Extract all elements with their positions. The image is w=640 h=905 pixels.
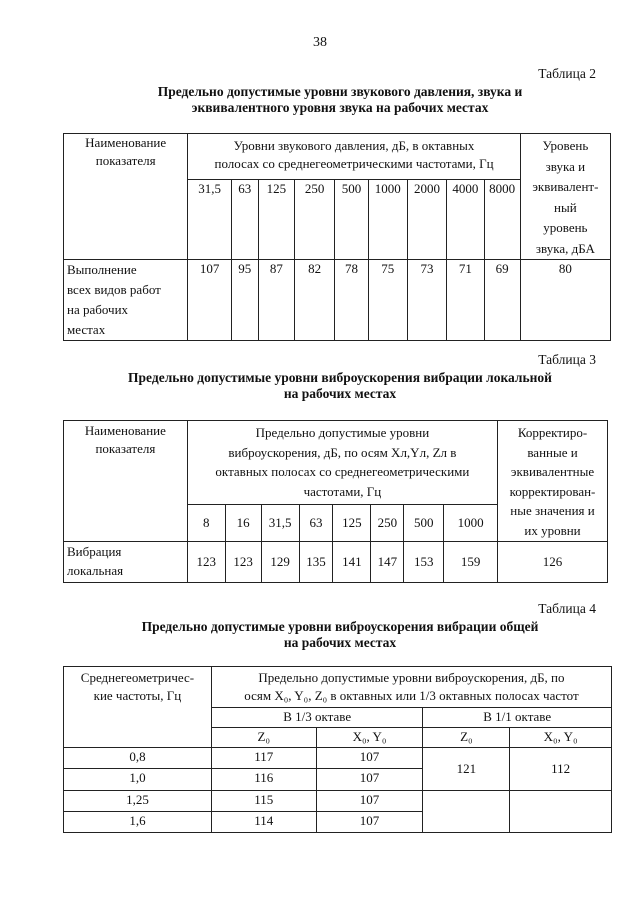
table2-row-label-line: Выполнение: [67, 262, 137, 277]
table3-title-line1: Предельно допустимые уровни виброускорения вибрации локальной: [128, 370, 552, 385]
table3-col1-header-line: показателя: [95, 441, 156, 456]
table3-col1-header-line: Наименование: [84, 423, 166, 438]
table3-level-header-line: эквивалентные: [510, 464, 595, 479]
table3-level-value: 126: [498, 542, 608, 583]
table3-title-line2: на рабочих местах: [283, 386, 397, 401]
table4-col1-header: [64, 667, 212, 748]
table-row: [64, 791, 612, 812]
table3-frequency: 250: [371, 505, 404, 542]
table4-title-line1: Предельно допустимые уровни виброускорения вибрации общей: [141, 619, 539, 634]
table3-level-header-line: ванные и: [527, 444, 578, 460]
table4-z-third-value: 115: [211, 791, 316, 812]
table3-value: 141: [333, 542, 371, 583]
table2-row-label: [64, 260, 188, 341]
table4-xy-full-value: [510, 791, 612, 833]
table4-frequency: 1,6: [64, 812, 212, 833]
table2-level-header-line: звука, дБА: [535, 240, 595, 256]
table3-value: 135: [299, 542, 333, 583]
table4-z-third-value: 116: [211, 769, 316, 791]
page-number: 38: [313, 35, 327, 50]
table3-value: 123: [187, 542, 225, 583]
table4-title-line2: на рабочих местах: [283, 635, 397, 650]
table2-value: 95: [231, 260, 258, 341]
table3-level-header-line: ные значения и: [510, 503, 595, 518]
table3-level-header: [498, 421, 608, 542]
table3-frequency: 125: [333, 505, 371, 542]
table2-frequency: 250: [294, 180, 334, 260]
table4-group-header-line: осям X₀, Y₀, Z₀ в октавных или 1/3 октавных полосах частот: [244, 688, 579, 703]
table2-frequency: 4000: [447, 180, 484, 260]
table2-level-header-line: ный: [554, 199, 577, 215]
table2-label: Таблица 2: [538, 66, 596, 81]
table4-group-header-line: Предельно допустимые уровни виброускорения, дБ, по: [258, 670, 565, 685]
table2-title: [60, 84, 620, 116]
table2-row-label-line: на рабочих: [67, 302, 129, 317]
table4-third-octave-header: В 1/3 октаве: [211, 708, 423, 728]
table2-col1-header: [64, 134, 188, 260]
table3-level-header-line: Корректиро-: [517, 425, 588, 440]
table2-col1-header-line: Наименование: [85, 135, 167, 150]
table3-row-label-line: Вибрация: [67, 544, 122, 559]
table2-title-line2: эквивалентного уровня звука на рабочих местах: [191, 100, 489, 115]
table3-value: 159: [444, 542, 498, 583]
table2-row-label-line: всех видов работ: [67, 282, 161, 297]
table3-frequency: 63: [299, 505, 333, 542]
table2-value: 107: [188, 260, 232, 341]
table2-group-header-line: Уровни звукового давления, дБ, в октавных: [233, 138, 475, 153]
table2-row-label-line: местах: [67, 322, 106, 337]
table3-frequency: 1000: [444, 505, 498, 542]
table2-col1-header-line: показателя: [95, 153, 156, 168]
table2-frequency: 500: [335, 180, 368, 260]
table2-value: 82: [294, 260, 334, 341]
table3-frequency: 31,5: [261, 505, 299, 542]
table3-group-header-line: частотами, Гц: [303, 483, 382, 499]
table3-frequency: 16: [225, 505, 261, 542]
table2-value: 78: [335, 260, 368, 341]
table2-frequency: 2000: [407, 180, 446, 260]
table4-group-header: [211, 667, 611, 708]
table2-group-header-line: полосах со среднегеометрическими частотами, Гц: [214, 156, 494, 171]
table4-axis-z-third: Z₀: [211, 728, 316, 748]
table3-value: 129: [261, 542, 299, 583]
table4-frequency: 1,25: [64, 791, 212, 812]
table4-title: [60, 619, 620, 651]
table3-col1-header: [64, 421, 188, 542]
table2-title-line1: Предельно допустимые уровни звукового давления, звука и: [157, 84, 523, 99]
table4-z-full-value: 121: [423, 748, 510, 791]
table2: [63, 133, 611, 341]
table4: [63, 666, 612, 833]
table2-frequency: 1000: [368, 180, 407, 260]
table4-col1-header-line: кие частоты, Гц: [93, 688, 182, 703]
table3: [63, 420, 608, 583]
table3-row-label: [64, 542, 188, 583]
table2-level-header-line: эквивалент-: [532, 179, 599, 194]
table4-xy-full-value: 112: [510, 748, 612, 791]
table3-group-header-line: Предельно допустимые уровни: [255, 425, 430, 440]
table2-value: 69: [484, 260, 520, 341]
table2-value: 71: [447, 260, 484, 341]
table2-level-header-line: звука и: [545, 158, 586, 174]
table2-group-header: [188, 134, 520, 180]
table3-frequency: 500: [404, 505, 444, 542]
table4-z-third-value: 114: [211, 812, 316, 833]
table3-value: 123: [225, 542, 261, 583]
table2-frequency: 31,5: [188, 180, 232, 260]
table3-label: Таблица 3: [538, 352, 596, 367]
table4-frequency: 0,8: [64, 748, 212, 769]
table2-frequency: 8000: [484, 180, 520, 260]
table3-title: [60, 370, 620, 402]
table3-frequency: 8: [187, 505, 225, 542]
table3-value: 153: [404, 542, 444, 583]
table-row: [64, 748, 612, 769]
table3-group-header-line: виброускорения, дБ, по осям Xл,Yл, Zл в: [228, 444, 457, 460]
table3-group-header: [187, 421, 497, 505]
table4-xy-third-value: 107: [316, 791, 423, 812]
table2-frequency: 63: [231, 180, 258, 260]
table2-frequency: 125: [258, 180, 294, 260]
table4-xy-third-value: 107: [316, 748, 423, 769]
table3-row-label-line: локальная: [67, 563, 124, 578]
table4-z-third-value: 117: [211, 748, 316, 769]
table4-axis-xy-third: X₀, Y₀: [316, 728, 423, 748]
table4-xy-third-value: 107: [316, 769, 423, 791]
table4-axis-z-full: Z₀: [423, 728, 510, 748]
table4-col1-header-line: Среднегеометричес-: [80, 670, 195, 685]
table2-level-header: [520, 134, 610, 260]
table2-value: 73: [407, 260, 446, 341]
table3-value: 147: [371, 542, 404, 583]
table4-axis-xy-full: X₀, Y₀: [510, 728, 612, 748]
table2-value: 87: [258, 260, 294, 341]
table2-level-value: 80: [520, 260, 610, 341]
table2-level-header-line: Уровень: [542, 138, 589, 153]
table2-level-header-line: уровень: [543, 220, 588, 235]
table4-z-full-value: [423, 791, 510, 833]
table2-value: 75: [368, 260, 407, 341]
table4-xy-third-value: 107: [316, 812, 423, 833]
table3-level-header-line: их уровни: [524, 522, 581, 538]
table3-group-header-line: октавных полосах со среднегеометрическими: [215, 464, 470, 479]
table4-full-octave-header: В 1/1 октаве: [423, 708, 612, 728]
table4-label: Таблица 4: [538, 601, 596, 616]
table3-level-header-line: корректирован-: [509, 483, 596, 499]
table4-frequency: 1,0: [64, 769, 212, 791]
